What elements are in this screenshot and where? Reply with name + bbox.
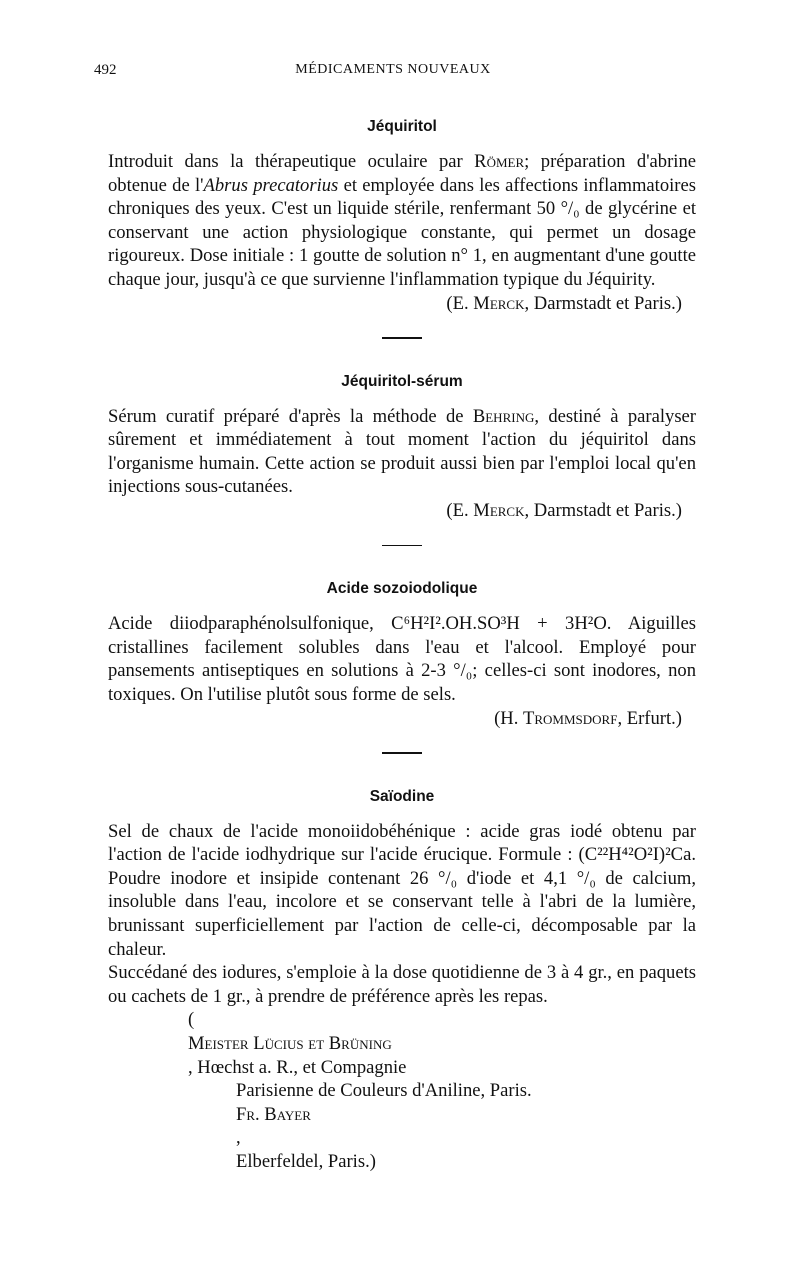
text-run: ; préparation d'abrine obtenue de l' — [108, 151, 697, 196]
text-run: ( — [188, 1009, 195, 1031]
page-body — [108, 116, 696, 1174]
section-paragraph — [108, 150, 696, 292]
section-divider — [382, 545, 422, 547]
text-run: , Erfurt.) — [617, 707, 682, 729]
source-line — [200, 1079, 696, 1150]
section-divider — [382, 337, 422, 339]
section-title: Jéquiritol-sérum — [341, 372, 463, 390]
source-line — [108, 499, 696, 523]
manufacturer-name: Merck — [473, 292, 525, 314]
page-header — [94, 62, 692, 86]
section-divider — [382, 752, 422, 754]
section-paragraph — [108, 612, 696, 706]
species-name: Abrus precatorius — [203, 174, 339, 196]
text-run: et employée dans les affections inflammatoires chroniques des yeux. C'est un liquide stérile, renfermant 50 °/₀ de glycérine et conservant une action physiologique constante, qui permet un dosage rigoureux. Dose initiale : 1 goutte de solution n° 1, en augmentant d'une goutte chaque jour, jusqu'à ce que survienne l'inflammation typique du Jéquirity. — [108, 174, 696, 290]
text-run: (H. — [494, 707, 523, 729]
text-run: Acide diiodparaphénolsulfonique, C⁶H²I².OH.SO³H + 3H²O. Aiguilles cristallines facilement solubles dans l'eau et l'alcool. Employé pour pansements antiseptiques en solutions à 2-3 °/₀; celles-ci sont inodores, non toxiques. On l'utilise plutôt sous forme de sels. — [108, 613, 696, 705]
manufacturer-name: Fr. Bayer — [236, 1103, 311, 1125]
section-paragraph: Sel de chaux de l'acide monoiidobéhénique : acide gras iodé obtenu par l'action de l'acide iodhydrique sur l'acide érucique. Formule : (C²²H⁴²O²I)²Ca. Poudre inodore et insipide contenant 26 °/₀ d'iode et 4,1 °/₀ de calcium, insoluble dans l'eau, incolore et se conservant telle à l'abri de la lumière, brunissant superficiellement par l'action de celle-ci, décomposable par la chaleur. — [108, 820, 696, 960]
section-saiodine — [108, 786, 696, 1174]
manufacturer-name: Meister Lücius et Brüning — [188, 1032, 392, 1054]
source-line — [108, 707, 696, 731]
section-acide-sozoiodolique — [108, 578, 696, 730]
section-title: Acide sozoiodolique — [326, 580, 478, 598]
source-block — [108, 1008, 696, 1173]
text-run: , Darmstadt et Paris.) — [524, 500, 682, 522]
source-line — [108, 292, 696, 316]
section-title: Jéquiritol — [367, 118, 437, 135]
text-run: , — [236, 1127, 241, 1149]
text-run: (E. — [446, 500, 474, 522]
running-title: MÉDICAMENTS NOUVEAUX — [295, 62, 491, 77]
text-run: , Darmstadt et Paris.) — [524, 292, 682, 314]
section-title: Saïodine — [369, 787, 435, 805]
text-run: Parisienne de Couleurs d'Aniline, Paris. — [236, 1080, 532, 1102]
source-line — [188, 1008, 696, 1079]
page-number: 492 — [94, 62, 117, 78]
section-jequiritol-serum — [108, 371, 696, 523]
text-run: , Hœchst a. R., et Compagnie — [188, 1056, 407, 1078]
author-name: Römer — [474, 151, 525, 172]
text-run: Introduit dans la thérapeutique oculaire par — [108, 151, 475, 172]
section-jequiritol — [108, 116, 696, 315]
text-run: , destiné à paralyser sûrement et immédiatement à tout moment l'action du jéquiritol dans l'organisme humain. Cette action se produit aussi bien par l'emploi local qu'en injections sous-cutanées. — [108, 405, 696, 498]
manufacturer-name: Merck — [473, 500, 525, 522]
source-line: Elberfeldel, Paris.) — [236, 1150, 376, 1172]
manufacturer-name: Trommsdorf — [523, 707, 618, 729]
section-paragraph: Succédané des iodures, s'emploie à la dose quotidienne de 3 à 4 gr., en paquets ou cachets de 1 gr., à prendre de préférence après les repas. — [108, 962, 696, 1007]
author-name: Behring — [472, 405, 535, 427]
text-run: (E. — [446, 292, 474, 314]
text-run: Sérum curatif préparé d'après la méthode de — [108, 405, 473, 427]
section-paragraph — [108, 405, 696, 499]
